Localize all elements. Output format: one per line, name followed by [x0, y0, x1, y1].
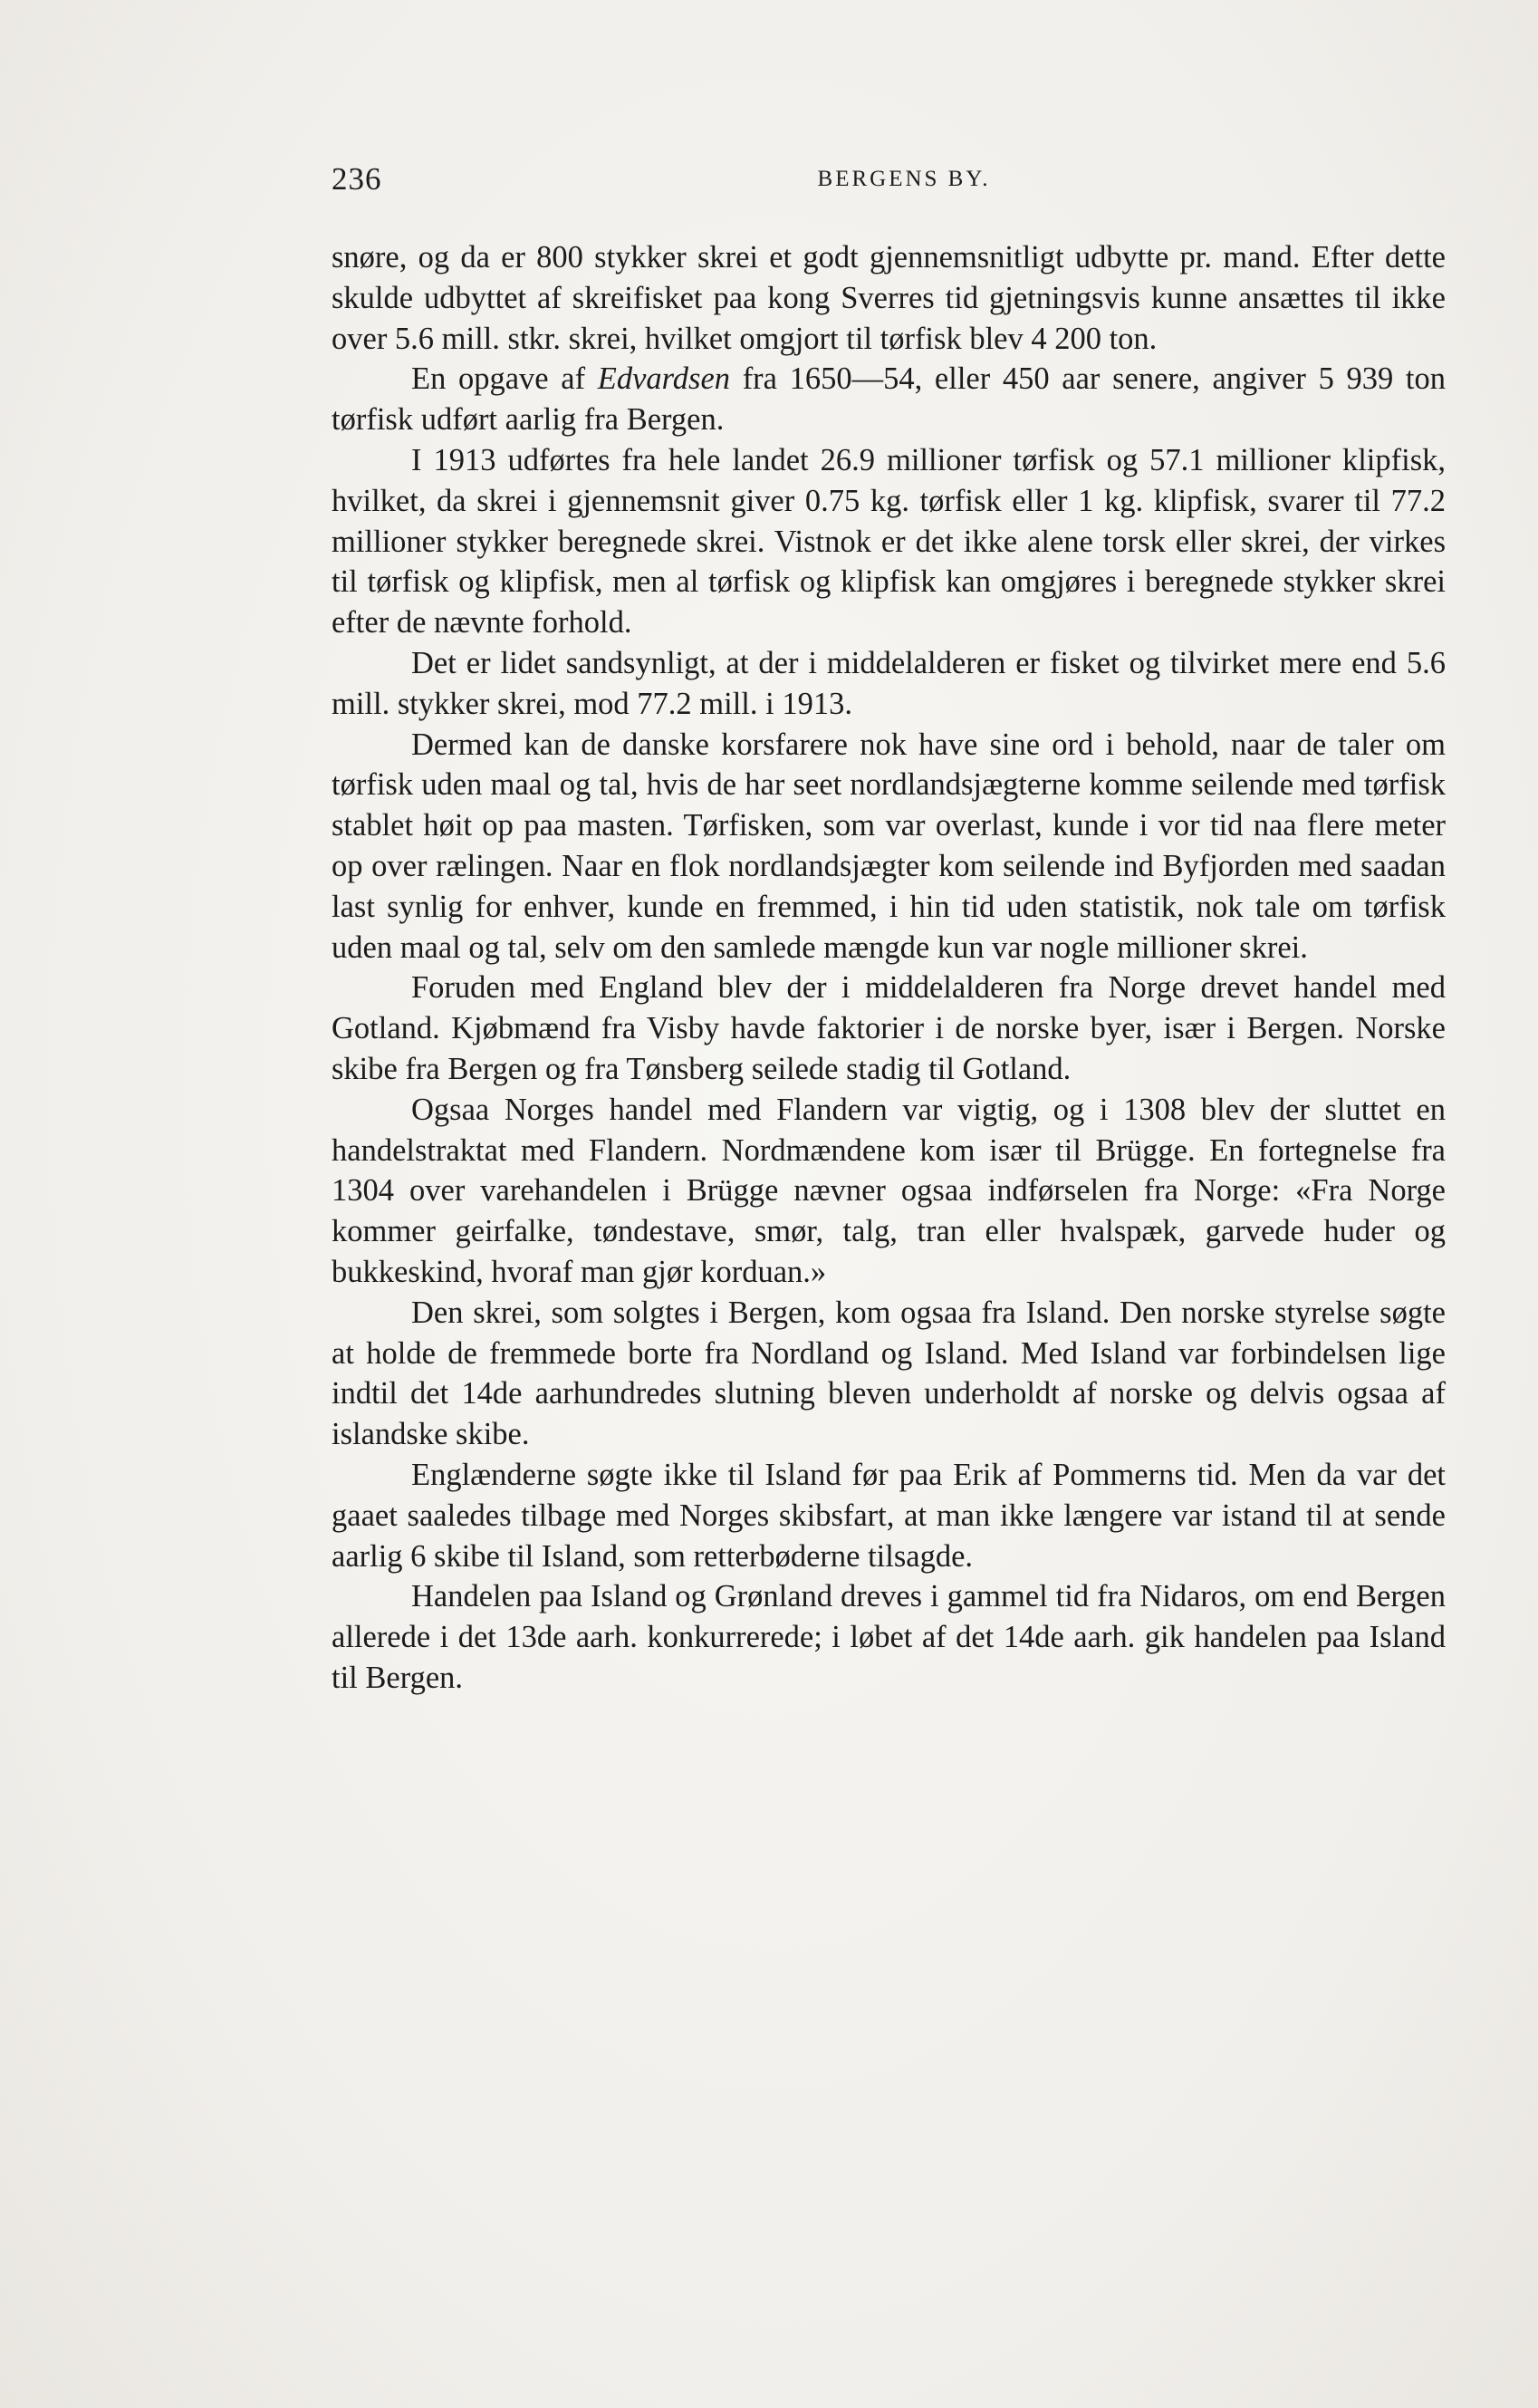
paragraph: snøre, og da er 800 stykker skrei et godt gjennemsnitligt udbytte pr. mand. Efter dette skulde udbyttet af skreifisket paa kong Sverres tid gjetningsvis kunne ansættes til ikke over 5.6 mill. stkr. skrei, hvilket omgjort til tørfisk blev 4 200 ton. — [332, 240, 1446, 356]
paragraph-text: fra 1650—54, eller 450 aar senere, angiver 5 939 ton tørfisk udført aarlig fra Bergen. — [332, 361, 1446, 438]
paragraph: I 1913 udførtes fra hele landet 26.9 millioner tørfisk og 57.1 millioner klipfisk, hvilket, da skrei i gjennemsnit giver 0.75 kg. tørfisk eller 1 kg. klipfisk, svarer til 77.2 millioner stykker beregnede skrei. Vistnok er det ikke alene torsk eller skrei, der virkes til tørfisk og klipfisk, men al tørfisk og klipfisk kan omgjøres i beregnede stykker skrei efter de nævnte forhold. — [332, 442, 1446, 641]
paragraph: Det er lidet sandsynligt, at der i middelalderen er fisket og tilvirket mere end 5.6 mill. stykker skrei, mod 77.2 mill. i 1913. — [332, 645, 1446, 721]
paragraph: Dermed kan de danske korsfarere nok have sine ord i behold, naar de taler om tørfisk uden maal og tal, hvis de har seet nordlandsjægterne komme seilende med tørfisk stablet høit op paa masten. Tørfisken, som var overlast, kunde i vor tid naa flere meter op over rælingen. Naar en flok nordlandsjægter kom seilende ind Byfjorden med saadan last synlig for enhver, kunde en fremmed, i hin tid uden statistik, nok tale om tørfisk uden maal og tal, selv om den samlede mængde kun var nogle millioner skrei. — [332, 727, 1446, 965]
author-name: Edvardsen — [597, 361, 731, 397]
running-head: BERGENS BY. — [817, 167, 991, 191]
paragraph: Ogsaa Norges handel med Flandern var vigtig, og i 1308 blev der sluttet en handelstraktat med Flandern. Nordmændene kom især til Brügge. En fortegnelse fra 1304 over varehandelen i Brügge nævner ogsaa indførselen fra Norge: «Fra Norge kommer geirfalke, tøndestave, smør, talg, tran eller hvalspæk, garvede huder og bukkeskind, hvoraf man gjør korduan.» — [332, 1092, 1446, 1289]
page-header — [332, 161, 1440, 207]
paragraph: Foruden med England blev der i middelalderen fra Norge drevet handel med Gotland. Kjøbmænd fra Visby havde faktorier i de norske byer, især i Bergen. Norske skibe fra Bergen og fra Tønsberg seilede stadig til Gotland. — [332, 970, 1446, 1086]
paragraph-text: En opgave af — [411, 361, 598, 397]
paragraph — [332, 359, 1446, 440]
paragraph: Den skrei, som solgtes i Bergen, kom ogsaa fra Island. Den norske styrelse søgte at holde de fremmede borte fra Nordland og Island. Med Island var forbindelsen lige indtil det 14de aarhundredes slutning bleven underholdt af norske og delvis ogsaa af islandske skibe. — [332, 1295, 1446, 1452]
body-text — [332, 237, 1446, 1699]
paragraph: Handelen paa Island og Grønland dreves i gammel tid fra Nidaros, om end Bergen allerede i det 13de aarh. konkurrerede; i løbet af det 14de aarh. gik handelen paa Island til Bergen. — [332, 1579, 1446, 1695]
paragraph: Englænderne søgte ikke til Island før paa Erik af Pommerns tid. Men da var det gaaet saaledes tilbage med Norges skibsfart, at man ikke længere var istand til at sende aarlig 6 skibe til Island, som retterbøderne tilsagde. — [332, 1457, 1446, 1574]
page-number: 236 — [332, 161, 382, 197]
